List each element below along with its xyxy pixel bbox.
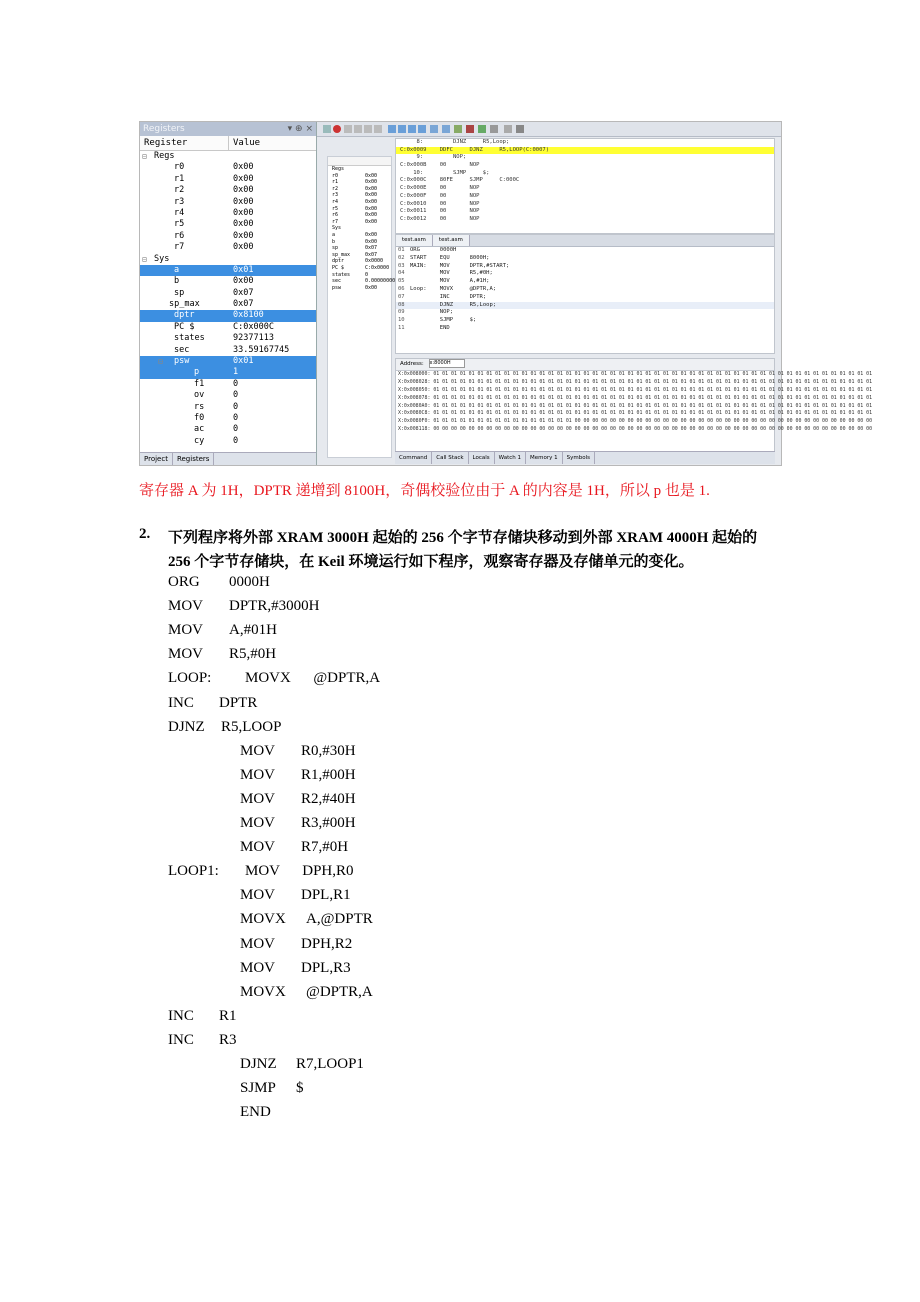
line-code: Loop: MOVX @DPTR,A; [410, 285, 497, 292]
code-mnemonic: MOV [240, 935, 276, 952]
register-value: 0 [233, 390, 239, 401]
mini-register-row [328, 186, 391, 193]
mini-register-row [328, 225, 391, 232]
register-row[interactable] [140, 162, 316, 173]
watch-window-icon[interactable] [442, 125, 450, 133]
editor-line [396, 317, 774, 325]
bottom-tab[interactable]: Memory 1 [526, 452, 563, 464]
code-operand: R3 [219, 1031, 237, 1048]
code-operand: R7,#0H [301, 839, 349, 856]
editor-line [396, 309, 774, 317]
mini-register-value: 0x00 [365, 212, 378, 219]
mini-register-name: Sys [332, 225, 342, 232]
code-operand: MOVX @DPTR,A [245, 670, 381, 687]
register-value: 0x8100 [233, 310, 264, 321]
code-operand: R1,#00H [301, 766, 356, 783]
register-row[interactable] [140, 276, 316, 287]
editor-line [396, 278, 774, 286]
mini-register-name: r4 [332, 198, 339, 205]
register-row[interactable] [140, 413, 316, 424]
register-value: 0 [233, 435, 239, 446]
register-row[interactable] [140, 367, 316, 378]
code-mnemonic: MOV [240, 839, 276, 856]
register-value: 0x07 [233, 287, 254, 298]
code-mnemonic: DJNZ [168, 718, 205, 735]
code-mnemonic: MOV [240, 790, 276, 807]
register-row[interactable] [140, 265, 316, 276]
mini-register-row [328, 232, 391, 239]
code-operand: MOV DPH,R0 [245, 863, 354, 880]
mini-register-name: Regs [332, 166, 345, 172]
debug-toolbar [317, 122, 781, 137]
memory-line: X:0x0080A0: 01 01 01 01 01 01 01 01 01 01 01 01 01 01 01 01 01 01 01 01 01 01 01 01 01 01 01 01 01 01 01 01 01 01 01 01 01 01 01 01 01 01 01 01 01 01 01 01 01 01 [398, 402, 873, 409]
code-operand: DPH,R2 [301, 935, 353, 952]
mini-register-name: sp_max [332, 251, 351, 258]
mini-register-row [328, 265, 391, 272]
disassembly-line: C:0x0012 00 NOP [400, 215, 480, 222]
register-row[interactable] [140, 345, 316, 356]
register-value: 0x00 [233, 173, 254, 184]
mini-register-row [328, 245, 391, 252]
register-row[interactable] [140, 356, 316, 367]
register-name: r4 [174, 207, 185, 218]
code-operand: R5,#0H [229, 646, 277, 663]
mini-register-name: b [332, 238, 336, 245]
register-row[interactable] [140, 254, 316, 265]
code-mnemonic: MOV [240, 887, 276, 904]
disassembly-line: C:0x000C 80FE SJMP C:000C [400, 177, 520, 184]
col-value-header[interactable]: Value [233, 138, 261, 148]
line-code: MOV A,#1H; [410, 278, 490, 285]
register-value: 0x00 [233, 207, 254, 218]
disassembly-line: C:0x000E 00 NOP [400, 185, 480, 192]
line-code: SJMP $; [410, 317, 477, 324]
code-operand: @DPTR,A [306, 983, 373, 1000]
bottom-tab[interactable]: Command [395, 452, 432, 464]
register-value: 0x00 [233, 276, 254, 287]
mini-register-row [328, 258, 391, 265]
bottom-tab[interactable]: Watch 1 [495, 452, 526, 464]
system-viewer-icon[interactable] [504, 125, 512, 133]
line-number: 06 [398, 285, 405, 292]
mini-register-value: 0x00 [365, 218, 378, 225]
line-number: 08 [398, 301, 405, 308]
register-row[interactable] [140, 402, 316, 413]
editor-line [396, 270, 774, 278]
line-code: MOV R5,#0H; [410, 270, 493, 277]
serial-window-icon[interactable] [466, 125, 474, 133]
register-name: p [194, 367, 200, 378]
disassembly-window-icon[interactable] [388, 125, 396, 133]
register-value: C:0x000C [233, 321, 274, 332]
step-out-icon[interactable] [364, 125, 372, 133]
code-operand: R0,#30H [301, 742, 356, 759]
register-value: 1 [233, 367, 239, 378]
command-window-icon[interactable] [408, 125, 416, 133]
code-operand: DPTR [219, 694, 258, 711]
line-number: 10 [398, 317, 405, 324]
mini-register-row [328, 173, 391, 180]
line-code: INC DPTR; [410, 293, 487, 300]
line-number: 02 [398, 254, 405, 261]
disassembly-window [395, 138, 775, 234]
code-operand: DPL,R1 [301, 887, 351, 904]
register-name: a [174, 264, 180, 275]
register-row[interactable] [140, 333, 316, 344]
mini-register-value: 0x00 [365, 198, 378, 205]
code-mnemonic: MOV [240, 959, 276, 976]
register-value: 0x00 [233, 196, 254, 207]
code-mnemonic: MOV [168, 646, 204, 663]
mini-register-name: r3 [332, 192, 339, 199]
code-mnemonic: MOVX [240, 911, 286, 928]
register-value: 0x07 [233, 299, 254, 310]
code-mnemonic: INC [168, 1007, 194, 1024]
panel-tab[interactable]: Project [140, 453, 173, 465]
line-code: ORG 0000H [410, 247, 457, 253]
register-value: 0 [233, 424, 239, 435]
register-row[interactable] [140, 151, 316, 162]
editor-lines [396, 247, 774, 333]
memory-line: X:0x008118: 00 00 00 00 00 00 00 00 00 00 00 00 00 00 00 00 00 00 00 00 00 00 00 00 00 00 00 00 00 00 00 00 00 00 00 00 00 00 00 00 00 00 00 00 00 00 00 00 00 00 [398, 426, 873, 433]
code-operand: R1 [219, 1007, 237, 1024]
line-number: 11 [398, 324, 405, 331]
mini-register-row [328, 192, 391, 199]
register-name: sp [174, 287, 185, 298]
register-value: 0 [233, 412, 239, 423]
editor-tabs [396, 235, 774, 247]
mini-register-row [328, 239, 391, 246]
editor-tab[interactable]: test.asm [396, 235, 433, 246]
code-mnemonic: INC [168, 694, 194, 711]
code-mnemonic: LOOP: [168, 670, 212, 687]
memory-address-label: Address: [400, 361, 424, 367]
editor-line [396, 325, 774, 333]
register-row[interactable] [140, 174, 316, 185]
register-name: r5 [174, 219, 185, 230]
register-value: 0x00 [233, 219, 254, 230]
register-row[interactable] [140, 219, 316, 230]
line-code: END [410, 324, 450, 331]
mini-register-value: 0.00000000 [365, 278, 396, 285]
mini-register-name: r7 [332, 218, 339, 225]
panel-tab[interactable]: Registers [173, 453, 214, 465]
register-name: ac [194, 424, 205, 435]
mini-register-name: states [332, 271, 351, 278]
question-line-2-post: 环境运行如下程序，观察寄存器及存储单元的变化。 [344, 554, 694, 570]
register-name: r7 [174, 242, 185, 253]
code-operand: DPTR,#3000H [229, 598, 320, 615]
register-name: PC $ [174, 321, 195, 332]
register-name: psw [174, 356, 190, 367]
register-value: 0x01 [233, 356, 254, 367]
register-row[interactable] [140, 288, 316, 299]
disassembly-line: 9: NOP; [400, 154, 467, 161]
mini-register-row [328, 212, 391, 219]
mini-register-name: psw [332, 284, 342, 291]
bottom-tab[interactable]: Call Stack [432, 452, 468, 464]
mini-register-name: r1 [332, 179, 339, 186]
line-number: 09 [398, 309, 405, 316]
window-controls-icon[interactable]: ▾ ⊕ × [287, 124, 313, 134]
registers-window [140, 122, 317, 465]
register-row[interactable] [140, 231, 316, 242]
register-row[interactable] [140, 197, 316, 208]
disassembly-lines [396, 139, 774, 224]
register-value: 0x00 [233, 230, 254, 241]
mini-register-row [328, 179, 391, 186]
register-name: sp_max [169, 299, 200, 310]
reset-icon[interactable] [323, 125, 331, 133]
mini-register-rows [328, 166, 396, 291]
register-window-icon[interactable] [398, 125, 406, 133]
keil-screenshot [139, 121, 873, 466]
line-code: MAIN: MOV DPTR,#START; [410, 262, 510, 269]
editor-line [396, 294, 774, 302]
register-name: f1 [194, 378, 205, 389]
mini-register-name: r0 [332, 172, 339, 179]
disassembly-line: C:0x0011 00 NOP [400, 208, 480, 215]
tree-toggle-icon[interactable]: ⊟ [158, 357, 163, 367]
mini-register-name: sec [332, 278, 342, 285]
col-register-header[interactable]: Register [140, 136, 229, 150]
tree-toggle-icon[interactable]: ⊟ [142, 254, 147, 264]
memory-window [395, 358, 873, 452]
stop-icon[interactable] [333, 125, 341, 133]
mini-register-value: 0x0000 [365, 258, 384, 265]
registers-title-bar [140, 122, 316, 136]
code-mnemonic: MOV [240, 766, 276, 783]
mini-register-value: 0x00 [365, 238, 378, 245]
code-operand: A,#01H [229, 622, 277, 639]
code-operand: R2,#40H [301, 790, 356, 807]
register-row[interactable] [140, 310, 316, 321]
symbols-window-icon[interactable] [418, 125, 426, 133]
mini-register-row [328, 206, 391, 213]
mini-register-value: 0x00 [365, 284, 378, 291]
step-over-icon[interactable] [354, 125, 362, 133]
register-rows [140, 151, 316, 447]
mini-register-row [328, 219, 391, 226]
registers-tabs [140, 452, 316, 465]
register-name: r3 [174, 196, 185, 207]
mini-registers-header [328, 157, 391, 166]
question-line-2 [168, 550, 693, 571]
toolbox-icon[interactable] [516, 125, 524, 133]
code-operand: R3,#00H [301, 815, 356, 831]
register-row[interactable] [140, 322, 316, 333]
mini-register-value: 0x00 [365, 231, 378, 238]
code-operand: R5,LOOP [221, 718, 282, 735]
keil-label: Keil [318, 554, 345, 570]
mini-register-name: a [332, 231, 336, 238]
register-row[interactable] [140, 390, 316, 401]
memory-line: X:0x0080C8: 01 01 01 01 01 01 01 01 01 01 01 01 01 01 01 01 01 01 01 01 01 01 01 01 01 01 01 01 01 01 01 01 01 01 01 01 01 01 01 01 01 01 01 01 01 01 01 01 01 01 [398, 410, 873, 417]
line-number: 04 [398, 270, 405, 277]
disassembly-line: C:0x0010 00 NOP [400, 200, 480, 207]
memory-line: X:0x008028: 01 01 01 01 01 01 01 01 01 01 01 01 01 01 01 01 01 01 01 01 01 01 01 01 01 01 01 01 01 01 01 01 01 01 01 01 01 01 01 01 01 01 01 01 01 01 01 01 01 01 [398, 378, 873, 385]
mini-register-value: 0x00 [365, 205, 378, 212]
source-editor [395, 234, 775, 354]
run-to-cursor-icon[interactable] [374, 125, 382, 133]
memory-line: X:0x0080F0: 01 01 01 01 01 01 01 01 01 01 01 01 01 01 01 01 00 00 00 00 00 00 00 00 00 00 00 00 00 00 00 00 00 00 00 00 00 00 00 00 00 00 00 00 00 00 00 00 00 00 [398, 418, 873, 425]
memory-line: X:0x008000: 01 01 01 01 01 01 01 01 01 01 01 01 01 01 01 01 01 01 01 01 01 01 01 01 01 01 01 01 01 01 01 01 01 01 01 01 01 01 01 01 01 01 01 01 01 01 01 01 01 01 [398, 371, 873, 377]
mini-register-value: 0x00 [365, 185, 378, 192]
memory-address-bar [396, 359, 774, 371]
code-mnemonic: MOV [168, 598, 204, 615]
register-value: 0x00 [233, 185, 254, 196]
editor-tab[interactable]: test.asm [433, 235, 470, 246]
code-mnemonic: LOOP1: [168, 863, 219, 880]
memory-line: X:0x008078: 01 01 01 01 01 01 01 01 01 01 01 01 01 01 01 01 01 01 01 01 01 01 01 01 01 01 01 01 01 01 01 01 01 01 01 01 01 01 01 01 01 01 01 01 01 01 01 01 01 01 [398, 394, 873, 401]
code-mnemonic: END [240, 1104, 271, 1121]
register-value: 0x00 [233, 162, 254, 173]
register-value: 92377113 [233, 333, 274, 344]
memory-window-icon[interactable] [454, 125, 462, 133]
register-row[interactable] [140, 242, 316, 253]
line-number: 05 [398, 278, 405, 285]
code-operand: R7,LOOP1 [296, 1056, 364, 1072]
mini-register-name: dptr [332, 258, 345, 265]
mini-register-row [328, 166, 391, 173]
registers-title: Registers [143, 124, 185, 134]
editor-line [396, 302, 774, 310]
line-number: 03 [398, 262, 405, 269]
register-name: b [174, 276, 180, 287]
mini-register-name: r6 [332, 212, 339, 219]
line-code: NOP; [410, 309, 454, 316]
bottom-tab[interactable]: Locals [469, 452, 495, 464]
callstack-window-icon[interactable] [430, 125, 438, 133]
mini-register-value: 0x07 [365, 245, 378, 252]
code-mnemonic: MOV [240, 742, 276, 759]
question-number: 2. [139, 526, 151, 542]
disassembly-line: C:0x000B 00 NOP [400, 162, 480, 169]
editor-line [396, 255, 774, 263]
mini-register-value: C:0x0000 [365, 264, 390, 271]
registers-header [140, 136, 316, 151]
code-operand: A,@DPTR [306, 911, 373, 928]
bottom-tab[interactable]: Symbols [563, 452, 595, 464]
mini-register-value: 0x00 [365, 192, 378, 199]
mini-register-value: 0x07 [365, 251, 378, 258]
register-name: r6 [174, 230, 185, 241]
register-name: r2 [174, 185, 185, 196]
code-operand: DPL,R3 [301, 959, 351, 976]
register-name: Regs [154, 151, 175, 161]
register-name: cy [194, 435, 205, 446]
editor-line [396, 263, 774, 271]
mini-register-name: r2 [332, 185, 339, 192]
register-name: ov [194, 390, 205, 401]
mini-register-row [328, 199, 391, 206]
register-name: f0 [194, 412, 205, 423]
mini-registers-panel [327, 156, 396, 458]
mini-register-name: sp [332, 245, 339, 252]
code-mnemonic: ORG [168, 574, 200, 590]
screenshot-caption: 寄存器 A 为 1H，DPTR 递增到 8100H，奇偶校验位由于 A 的内容是 1H，所以 p 也是 1. [139, 483, 710, 499]
line-code: DJNZ R5,Loop; [410, 301, 497, 308]
mini-register-value: 0 [365, 271, 369, 278]
bottom-tabs [395, 451, 775, 464]
ide-area [317, 122, 873, 465]
code-mnemonic: MOVX [240, 983, 286, 1000]
code-mnemonic: DJNZ [240, 1056, 277, 1072]
trace-window-icon[interactable] [490, 125, 498, 133]
memory-line: X:0x008050: 01 01 01 01 01 01 01 01 01 01 01 01 01 01 01 01 01 01 01 01 01 01 01 01 01 01 01 01 01 01 01 01 01 01 01 01 01 01 01 01 01 01 01 01 01 01 01 01 01 01 [398, 386, 873, 393]
disassembly-line: 10: SJMP $; [400, 169, 490, 176]
editor-line [396, 247, 774, 255]
register-name: Sys [154, 253, 170, 264]
memory-lines [396, 371, 873, 434]
register-row[interactable] [140, 424, 316, 435]
code-mnemonic: MOV [168, 622, 204, 639]
mini-register-name: r5 [332, 205, 339, 212]
disassembly-line: C:0x0009 DDFC DJNZ R5,LOOP(C:0007) [396, 147, 774, 155]
register-value: 0 [233, 378, 239, 389]
register-name: sec [174, 344, 190, 355]
register-name: states [174, 333, 205, 344]
disassembly-line: C:0x000F 00 NOP [400, 192, 480, 199]
mini-register-value: 0x00 [365, 172, 378, 179]
register-name: dptr [174, 310, 195, 321]
line-number: 07 [398, 293, 405, 300]
tree-toggle-icon[interactable]: ⊟ [142, 152, 147, 161]
step-icon[interactable] [344, 125, 352, 133]
register-value: 0x00 [233, 242, 254, 253]
mini-register-name: PC $ [332, 264, 345, 271]
line-number: 01 [398, 247, 405, 253]
question-line-1: 下列程序将外部 XRAM 3000H 起始的 256 个字节存储块移动到外部 XRAM 4000H 起始的 [168, 530, 758, 546]
register-value: 33.59167745 [233, 344, 290, 355]
disassembly-line: 8: DJNZ R5,Loop; [400, 139, 510, 145]
code-operand: $ [296, 1080, 304, 1097]
register-name: rs [194, 401, 205, 412]
code-operand: 0000H [229, 574, 270, 590]
mini-register-row [328, 278, 396, 285]
register-name: r1 [174, 173, 185, 184]
register-row[interactable] [140, 208, 316, 219]
mini-register-row [328, 272, 391, 279]
code-mnemonic: MOV [240, 815, 276, 831]
register-name: r0 [174, 162, 185, 173]
register-row[interactable] [140, 436, 316, 447]
memory-address-input[interactable]: x:8000H [429, 359, 465, 368]
analysis-window-icon[interactable] [478, 125, 486, 133]
register-row[interactable] [140, 379, 316, 390]
question-line-2-pre: 256 个字节存储块，在 [168, 554, 319, 570]
register-row[interactable] [140, 299, 316, 310]
register-row[interactable] [140, 185, 316, 196]
editor-line [396, 286, 774, 294]
register-value: 0 [233, 401, 239, 412]
mini-register-row [328, 285, 391, 292]
code-mnemonic: SJMP [240, 1080, 276, 1097]
mini-register-value: 0x00 [365, 179, 378, 186]
code-mnemonic: INC [168, 1031, 194, 1048]
mini-register-row [328, 252, 391, 259]
line-code: START EQU 8000H; [410, 254, 490, 261]
register-value: 0x01 [233, 264, 254, 275]
